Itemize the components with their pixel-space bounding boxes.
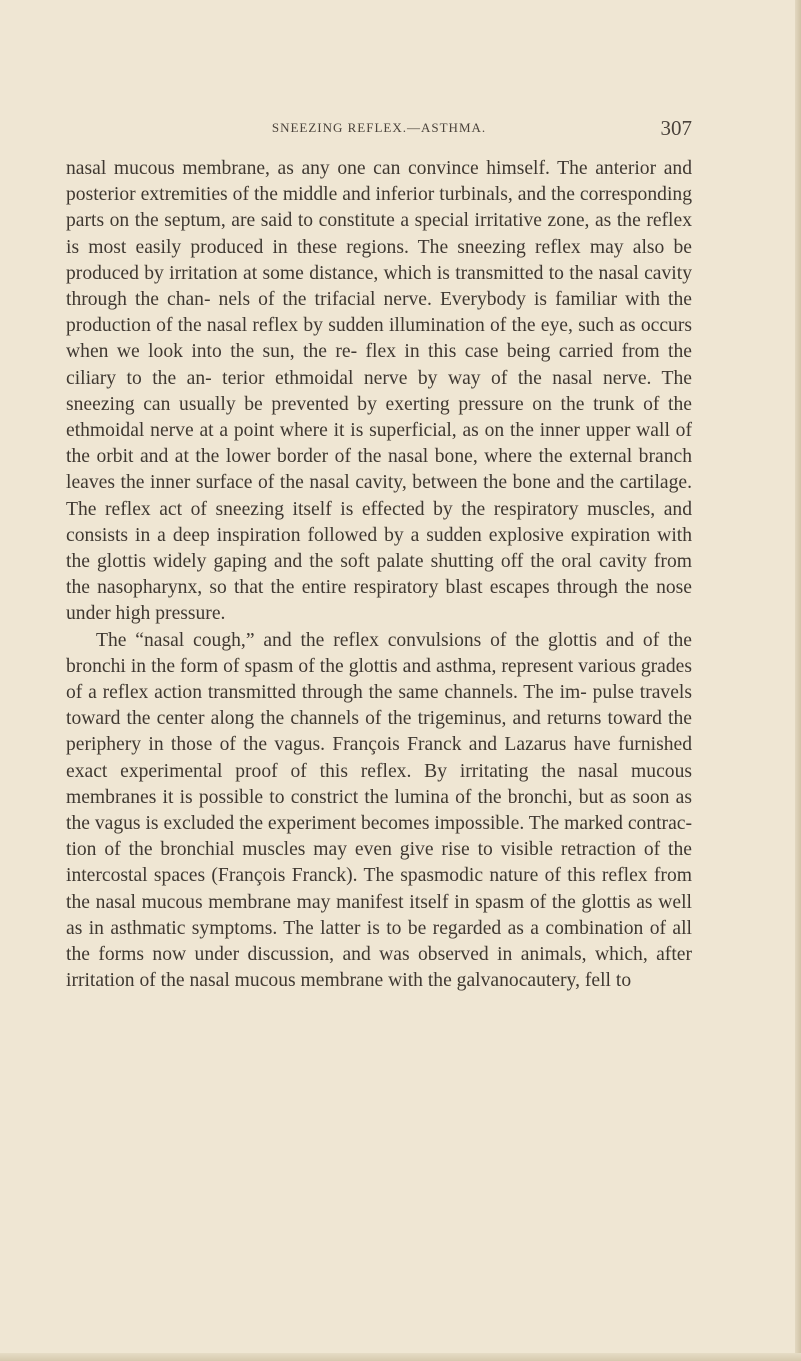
page-number: 307 bbox=[660, 116, 692, 140]
page-edge bbox=[795, 0, 801, 1361]
page-bottom-edge bbox=[0, 1353, 801, 1361]
paragraph-1: nasal mucous membrane, as any one can convince himself. The anterior and posterior extremities of the middle and inferior turbinals, and the corresponding parts on the septum, are said to constitute a special irritative zone, as the reflex is most easily produced in these regions. The sneezing reflex may also be produced by irritation at some distance, which is transmitted to the nasal cavity through the chan- nels of the trifacial nerve. Everybody is familiar with the production of the nasal reflex by sudden illumination of the eye, such as occurs when we look into the sun, the re- flex in this case being carried from the ciliary to the an- terior ethmoidal nerve by way of the nasal nerve. The sneezing can usually be prevented by exerting pressure on the trunk of the ethmoidal nerve at a point where it is superficial, as on the inner upper wall of the orbit and at the lower border of the nasal bone, where the external branch leaves the inner surface of the nasal cavity, between the bone and the cartilage. The reflex act of sneezing itself is effected by the respiratory muscles, and consists in a deep inspiration followed by a sudden explosive expiration with the glottis widely gaping and the soft palate shutting off the oral cavity from the nasopharynx, so that the entire respiratory blast escapes through the nose under high pressure. bbox=[66, 158, 692, 625]
page-header bbox=[66, 116, 692, 142]
body-text bbox=[66, 156, 692, 995]
paragraph-2: The “nasal cough,” and the reflex convulsions of the glottis and of the bronchi in the form of spasm of the glottis and asthma, represent various grades of a reflex action transmitted through the same channels. The im- pulse travels toward the center along the channels of the trigeminus, and returns toward the periphery in those of the vagus. François Franck and Lazarus have furnished exact experimental proof of this reflex. By irritating the nasal mucous membranes it is possible to constrict the lumina of the bronchi, but as soon as the vagus is excluded the experiment becomes impossible. The marked contrac- tion of the bronchial muscles may even give rise to visible retraction of the intercostal spaces (François Franck). The spasmodic nature of this reflex from the nasal mucous membrane may manifest itself in spasm of the glottis as well as in asthmatic symptoms. The latter is to be regarded as a combination of all the forms now under discussion, and was observed in animals, which, after irritation of the nasal mucous membrane with the galvanocautery, fell to bbox=[66, 629, 692, 992]
running-head: SNEEZING REFLEX.—ASTHMA. bbox=[271, 120, 487, 135]
